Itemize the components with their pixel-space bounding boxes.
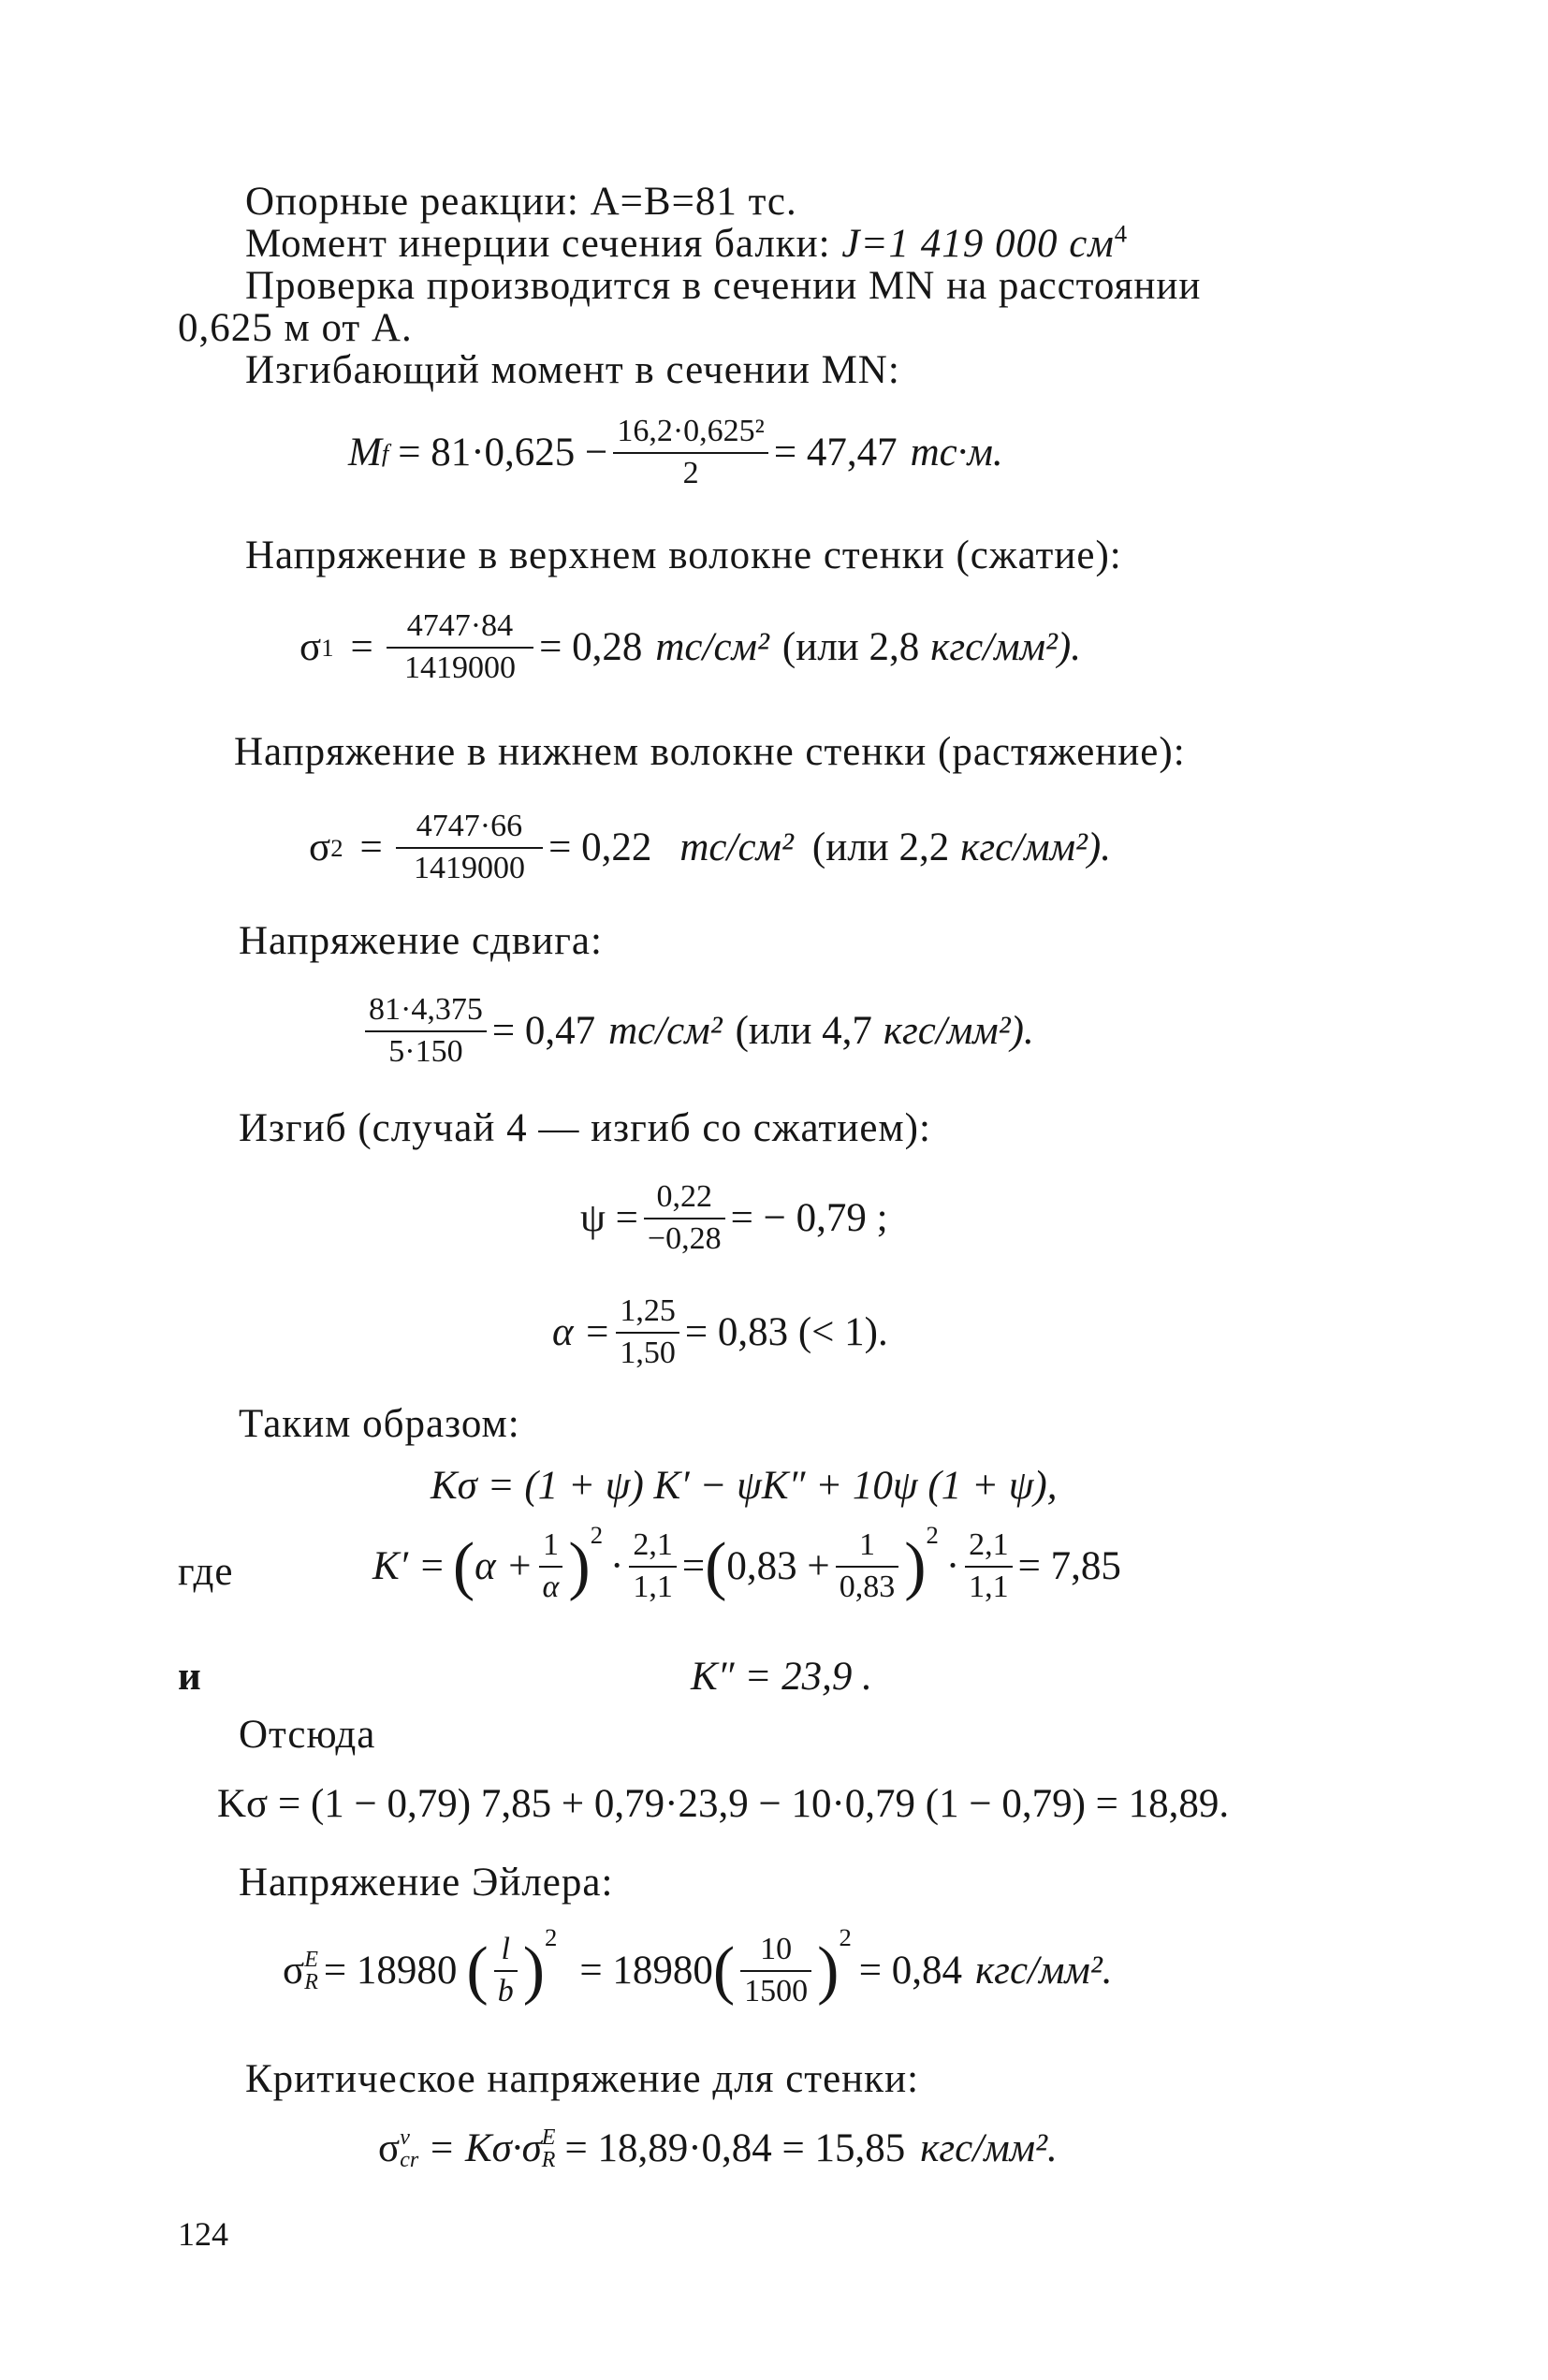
sigma1-fraction: [387, 606, 533, 688]
sigma1-rhs: = 0,28: [539, 624, 643, 669]
euler-formula: σ E R = 18980 ( $\frac{l}{b}$ ) 2 = 18980 ( $\frac{10}{1500}$ ) 2 = 0,84 кгс/мм².: [283, 1930, 1113, 2011]
psi-rhs: = − 0,79 ;: [730, 1195, 888, 1240]
moment-denominator: 2: [682, 455, 699, 490]
euler-lb-fraction: [494, 1930, 518, 2011]
sigma1-formula: σ 1 = $\frac{4747\cdot 84}{1419000}$ = 0,28 тс/см² (или 2,8 кгс/мм²).: [299, 606, 1081, 688]
inertia-exponent: 4: [1114, 219, 1129, 248]
critical-formula: [378, 2124, 1058, 2173]
euler-num-fraction: [740, 1930, 811, 2011]
euler-lhs-scripts: [304, 1949, 318, 1993]
moment-mid: = 81·0,625 −: [398, 430, 608, 475]
alpha-formula: [552, 1292, 888, 1373]
k-prime-result: = 7,85: [1017, 1543, 1121, 1588]
sigma2-rhs: = 0,22: [548, 825, 652, 869]
shear-unit: тс/см²: [608, 1008, 723, 1053]
sigma2-paren: (или 2,2: [811, 825, 950, 869]
k-prime-close-paren-2: ): [904, 1529, 927, 1602]
sigma2-lhs: σ: [309, 825, 331, 869]
check-line-1: Проверка производится в сечении MN на расстоянии: [245, 264, 1202, 308]
critical-rhs: = 18,89·0,84 = 15,85: [564, 2126, 906, 2170]
k-prime-dot: ·: [610, 1543, 624, 1588]
psi-denominator: −0,28: [647, 1220, 722, 1256]
shear-denominator: 5·150: [388, 1033, 463, 1069]
moment-intro: Изгибающий момент в сечении MN:: [245, 348, 900, 392]
inertia-unit: см: [1069, 222, 1115, 266]
sigma1-paren-unit: кгс/мм²).: [930, 624, 1081, 669]
inertia-value: J=1 419 000: [841, 222, 1059, 266]
k-prime-eq: =: [681, 1543, 706, 1588]
shear-fraction: [365, 990, 487, 1072]
shear-rhs: = 0,47: [491, 1008, 596, 1053]
sigma1-unit: тс/см²: [655, 624, 769, 669]
thus-label: Таким образом:: [239, 1402, 520, 1446]
hence-label: Отсюда: [239, 1713, 376, 1757]
moment-formula: M f = 81·0,625 − $\frac{\text{16,2·0,625²}}{2}$ = 47,47 тс·м.: [348, 412, 1003, 493]
k-prime-value-denominator: 0,83: [839, 1569, 896, 1604]
k-prime-dot-2: ·: [945, 1543, 960, 1588]
sigma1-denominator: 1419000: [403, 650, 516, 685]
sigma2-numerator: 4747·66: [396, 807, 543, 849]
sigma2-fraction: [396, 807, 543, 888]
alpha-rhs: = 0,83 (< 1).: [684, 1309, 888, 1354]
k-double-formula: K″ = 23,9 .: [691, 1655, 872, 1699]
psi-lhs: ψ =: [580, 1195, 638, 1240]
shear-paren-unit: кгс/мм²).: [883, 1008, 1034, 1053]
sigma1-eq: =: [350, 624, 373, 669]
sigma2-denominator: 1419000: [413, 850, 525, 885]
k-prime-ratio-fraction: [629, 1526, 677, 1607]
and-label: и: [178, 1655, 201, 1699]
sigma2-formula: σ 2 = $\frac{4747\cdot 66}{1419000}$ = 0,22 тс/см² (или 2,2 кгс/мм²).: [309, 807, 1111, 888]
critical-mid-sub: R: [541, 2147, 556, 2172]
euler-unit: кгс/мм².: [975, 1948, 1113, 1993]
critical-mid: = Kσ·σ: [428, 2126, 542, 2170]
critical-lhs-scripts: [400, 2126, 418, 2171]
k-prime-ratio-numerator-2: 2,1: [965, 1526, 1013, 1568]
euler-lhs-sub: R: [304, 1969, 318, 1994]
k-prime-ratio-fraction-2: [965, 1526, 1013, 1607]
alpha-fraction: [616, 1292, 679, 1373]
sigma2-paren-unit: кгс/мм²).: [960, 825, 1111, 869]
k-prime-open-paren-2: (: [705, 1529, 727, 1602]
sigma1-paren: (или 2,8: [781, 624, 920, 669]
alpha-lhs: α =: [552, 1309, 611, 1354]
k-prime-ratio-denominator: 1,1: [633, 1569, 673, 1604]
euler-lhs: σ: [283, 1948, 305, 1993]
psi-formula: [580, 1177, 888, 1259]
euler-open-paren: (: [466, 1934, 489, 2007]
sigma1-numerator: 4747·84: [387, 606, 533, 649]
euler-eq1: = 18980: [323, 1948, 458, 1993]
critical-lhs-sup: v: [400, 2124, 410, 2150]
shear-numerator: 81·4,375: [365, 990, 487, 1032]
euler-intro: Напряжение Эйлера:: [239, 1861, 614, 1905]
k-prime-formula: K′ = ( α + $\frac{1}{\alpha}$ ) 2 · $\frac{2,1}{1,1}$ = ( 0,83 + $\frac{1}{0,83}$ ) 2 · $\frac{2,1}{1,1}$ = 7,85: [372, 1526, 1121, 1607]
critical-lhs: σ: [378, 2126, 401, 2170]
moment-unit: тс·м.: [910, 430, 1003, 475]
euler-lhs-sup: E: [304, 1947, 318, 1972]
euler-open-paren-2: (: [712, 1934, 736, 2007]
k-prime-value-numerator: 1: [836, 1526, 899, 1568]
alpha-numerator: 1,25: [616, 1292, 679, 1334]
euler-l: l: [494, 1930, 518, 1972]
k-prime-ratio-numerator: 2,1: [629, 1526, 677, 1568]
page-number: 124: [178, 2215, 228, 2253]
euler-rhs: = 0,84: [858, 1948, 963, 1993]
shear-formula: [359, 990, 1034, 1072]
moment-fraction: [613, 412, 768, 493]
sigma2-unit: тс/см²: [679, 825, 794, 869]
k-prime-inverse-fraction: [539, 1526, 563, 1607]
where-label: где: [178, 1550, 234, 1594]
k-sigma-value-formula: Kσ = (1 − 0,79) 7,85 + 0,79·23,9 − 10·0,79 (1 − 0,79) = 18,89.: [217, 1782, 1230, 1826]
k-prime-lhs: K′ =: [372, 1543, 445, 1588]
psi-fraction: [644, 1177, 725, 1259]
buckling-intro: Изгиб (случай 4 — изгиб со сжатием):: [239, 1106, 931, 1150]
sigma1-lhs: σ: [299, 624, 322, 669]
euler-denominator: 1500: [744, 1973, 809, 2008]
check-line-2: 0,625 м от A.: [178, 306, 413, 350]
k-prime-inverse-denominator: α: [542, 1569, 560, 1604]
shear-intro: Напряжение сдвига:: [239, 919, 603, 963]
critical-lhs-sub: cr: [400, 2147, 419, 2172]
k-prime-alpha: α +: [475, 1543, 533, 1588]
euler-numerator: 10: [740, 1930, 811, 1972]
psi-numerator: 0,22: [644, 1177, 725, 1219]
sigma2-eq: =: [359, 825, 383, 869]
shear-paren: (или 4,7: [735, 1008, 872, 1053]
k-prime-open-paren: (: [452, 1529, 475, 1602]
inertia-line: [245, 220, 1128, 269]
reactions-line: Опорные реакции: A=B=81 тс.: [245, 180, 797, 224]
euler-close-paren-2: ): [817, 1934, 840, 2007]
k-sigma-formula: Kσ = (1 + ψ) K′ − ψK″ + 10ψ (1 + ψ),: [431, 1464, 1058, 1508]
k-prime-value: 0,83 +: [726, 1543, 830, 1588]
moment-lhs: M: [348, 430, 382, 475]
stress-top-intro: Напряжение в верхнем волокне стенки (сжатие):: [245, 533, 1122, 577]
alpha-denominator: 1,50: [620, 1335, 676, 1370]
moment-rhs: = 47,47: [773, 430, 898, 475]
critical-unit: кгс/мм².: [920, 2126, 1058, 2170]
critical-mid-scripts: [542, 2126, 556, 2171]
k-prime-ratio-denominator-2: 1,1: [969, 1569, 1009, 1604]
k-prime-inverse-numerator: 1: [539, 1526, 563, 1568]
critical-mid-sup: E: [541, 2124, 556, 2150]
euler-b: b: [497, 1973, 514, 2008]
k-prime-value-fraction: [836, 1526, 899, 1607]
euler-eq2: = 18980: [579, 1948, 713, 1993]
k-prime-close-paren: ): [568, 1529, 591, 1602]
euler-close-paren: ): [522, 1934, 545, 2007]
stress-bottom-intro: Напряжение в нижнем волокне стенки (растяжение):: [234, 730, 1186, 774]
inertia-prefix: Момент инерции сечения балки:: [245, 222, 842, 266]
critical-intro: Критическое напряжение для стенки:: [245, 2057, 920, 2101]
moment-numerator: 16,2·0,625²: [613, 412, 768, 454]
